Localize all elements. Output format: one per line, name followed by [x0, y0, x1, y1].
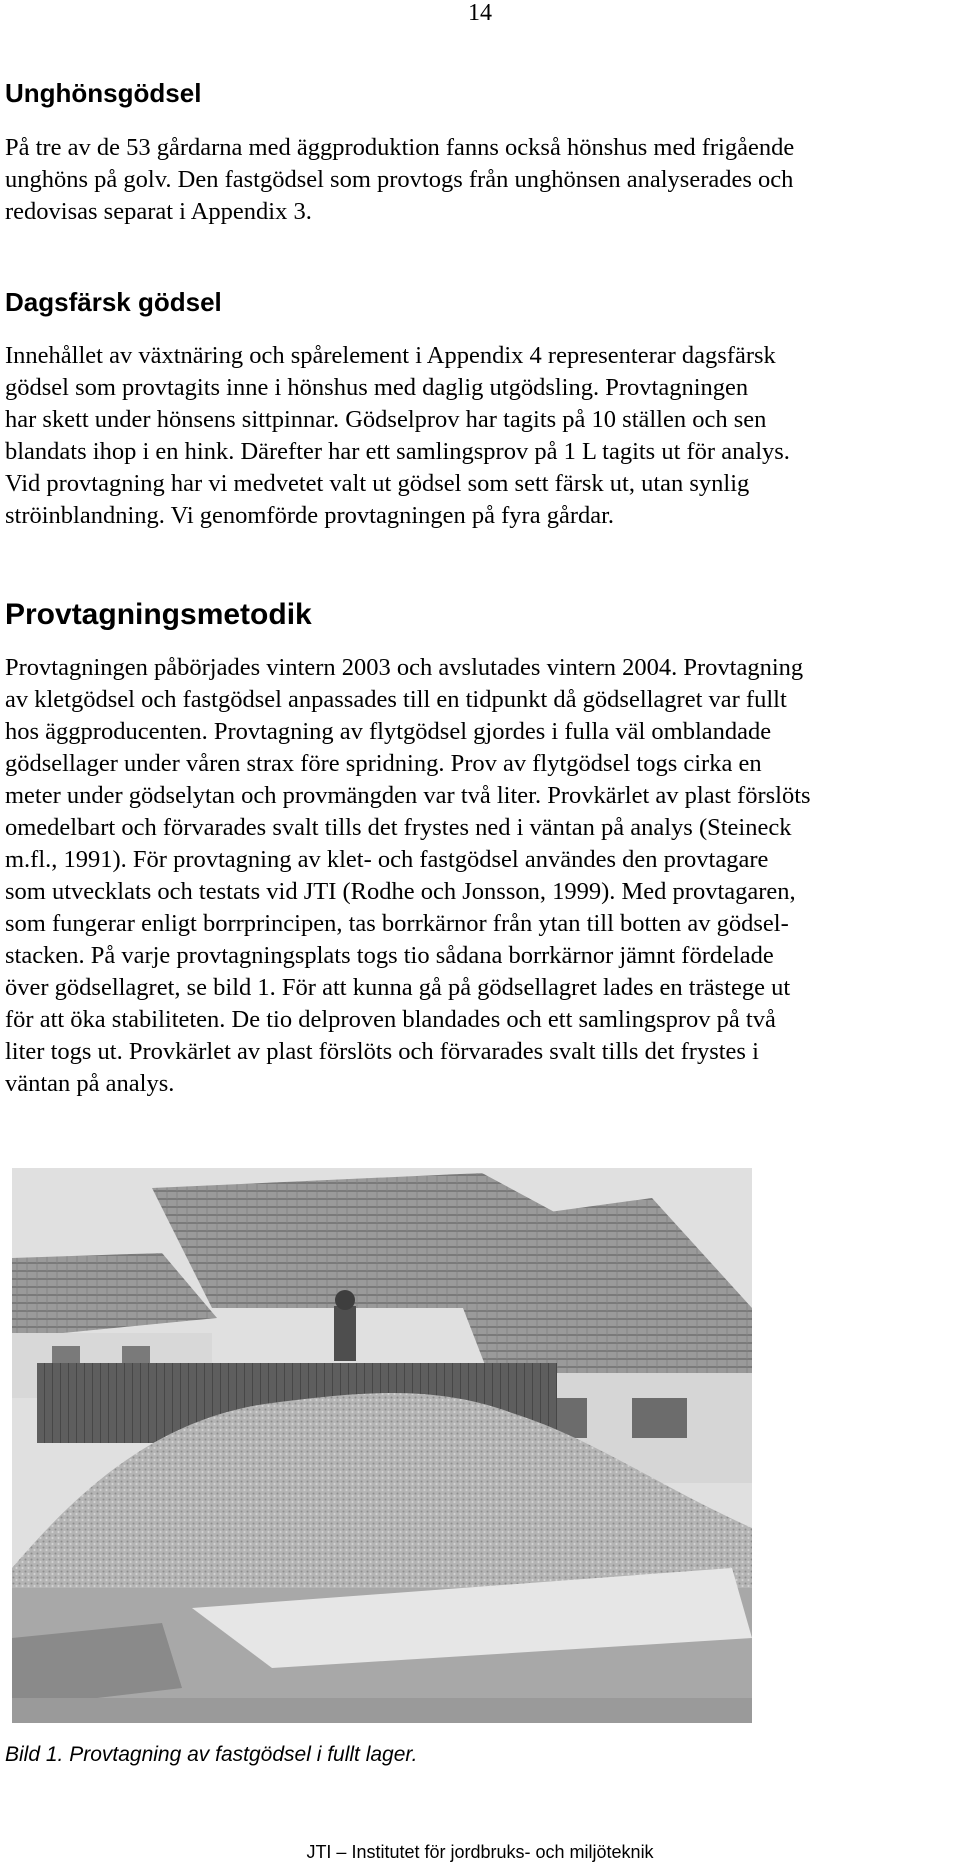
text-line: unghöns på golv. Den fastgödsel som provtogs från unghönsen analyserades och: [5, 166, 794, 193]
text-line: På tre av de 53 gårdarna med äggproduktion fanns också hönshus med frigående: [5, 134, 795, 161]
paragraph-provtagningsmetodik: [5, 652, 950, 1100]
photo-illustration: [12, 1168, 752, 1723]
text-line: ströinblandning. Vi genomförde provtagningen på fyra gårdar.: [5, 502, 615, 529]
person-figure: [334, 1306, 356, 1361]
section-heading-unghonsgodsel: Unghönsgödsel: [5, 78, 202, 108]
text-line: Provtagningen påbörjades vintern 2003 och avslutades vintern 2004. Provtagning: [5, 654, 804, 681]
text-line: m.fl., 1991). För provtagning av klet- och fastgödsel användes den provtagare: [5, 846, 769, 873]
text-line: gödsel som provtagits inne i hönshus med daglig utgödsling. Provtagningen: [5, 374, 749, 401]
text-line: som utvecklats och testats vid JTI (Rodhe och Jonsson, 1999). Med provtagaren,: [5, 878, 796, 905]
text-line: meter under gödselytan och provmängden var två liter. Provkärlet av plast förslöts: [5, 782, 811, 809]
text-line: har skett under hönsens sittpinnar. Gödselprov har tagits på 10 ställen och sen: [5, 406, 767, 433]
section-heading-provtagningsmetodik: Provtagningsmetodik: [5, 598, 312, 631]
text-line: liter togs ut. Provkärlet av plast förslöts och förvarades svalt tills det frystes i: [5, 1038, 759, 1065]
text-line: Innehållet av växtnäring och spårelement i Appendix 4 representerar dagsfärsk: [5, 342, 776, 369]
page-footer: JTI – Institutet för jordbruks- och miljöteknik: [306, 1842, 654, 1862]
text-line: för att öka stabiliteten. De tio delproven blandades och ett samlingsprov på två: [5, 1006, 776, 1033]
page-number: 14: [468, 0, 492, 26]
text-line: redovisas separat i Appendix 3.: [5, 198, 312, 225]
paragraph-unghonsgodsel: [5, 132, 950, 228]
text-line: hos äggproducenten. Provtagning av flytgödsel gjordes i fulla väl omblandade: [5, 718, 772, 745]
text-line: gödsellager under våren strax före spridning. Prov av flytgödsel togs cirka en: [5, 750, 762, 777]
section-heading-dagsfarsk-godsel: Dagsfärsk gödsel: [5, 287, 222, 317]
text-line: väntan på analys.: [5, 1070, 175, 1097]
figure-caption: Bild 1. Provtagning av fastgödsel i fullt lager.: [5, 1743, 418, 1766]
figure-photo-manure-storage: [12, 1168, 752, 1723]
text-line: av kletgödsel och fastgödsel anpassades till en tidpunkt då gödsellagret var fullt: [5, 686, 787, 713]
paragraph-dagsfarsk-godsel: [5, 340, 950, 532]
text-line: som fungerar enligt borrprincipen, tas borrkärnor från ytan till botten av gödsel-: [5, 910, 789, 937]
text-line: Vid provtagning har vi medvetet valt ut gödsel som sett färsk ut, utan synlig: [5, 470, 750, 497]
text-line: omedelbart och förvarades svalt tills det frystes ned i väntan på analys (Steineck: [5, 814, 792, 841]
text-line: stacken. På varje provtagningsplats togs tio sådana borrkärnor jämnt fördelade: [5, 942, 774, 969]
text-line: över gödsellagret, se bild 1. För att kunna gå på gödsellagret lades en trästege ut: [5, 974, 791, 1001]
text-line: blandats ihop i en hink. Därefter har ett samlingsprov på 1 L tagits ut för analys.: [5, 438, 790, 465]
